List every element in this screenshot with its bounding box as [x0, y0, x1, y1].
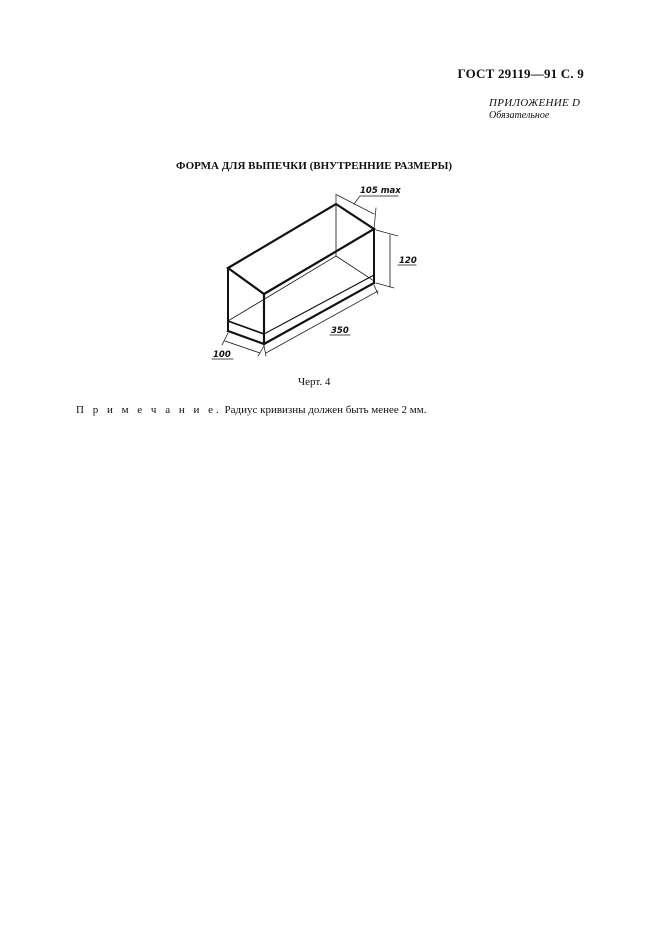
dim-ext-105b: [374, 208, 376, 229]
dim-label-350: 350: [331, 326, 349, 336]
dim-line-350: [266, 291, 378, 353]
dim-ext-350a: [264, 346, 266, 356]
note-text: Радиус кривизны должен быть менее 2 мм.: [221, 404, 427, 416]
dim-ext-100b: [258, 346, 264, 356]
bottom-long-edge: [264, 283, 374, 344]
dim-line-105: [337, 195, 374, 214]
note-label: П р и м е ч а н и е.: [76, 404, 222, 416]
inner-edge-bottom-right: [336, 256, 374, 281]
figure-caption: Черт. 4: [298, 376, 331, 388]
bottom-front-edge: [228, 331, 264, 344]
dim-ext-120a: [376, 230, 398, 236]
figure-title: ФОРМА ДЛЯ ВЫПЕЧКИ (ВНУТРЕННИЕ РАЗМЕРЫ): [176, 160, 453, 172]
note-paragraph: [76, 404, 426, 416]
dim-label-100: 100: [213, 350, 231, 360]
dim-ext-100a: [222, 333, 228, 345]
dim-ext-120b: [376, 283, 394, 288]
document-reference: ГОСТ 29119—91 С. 9: [457, 66, 584, 81]
appendix-subtitle: Обязательное: [489, 110, 550, 121]
dim-label-120: 120: [399, 256, 417, 266]
dim-leader-105: [354, 196, 360, 204]
inner-edge-bottom-back: [228, 256, 336, 321]
appendix-title: ПРИЛОЖЕНИЕ D: [489, 97, 581, 109]
baking-form-drawing: [200, 180, 430, 370]
top-face-outline: [228, 204, 374, 294]
dim-label-105-max: 105 max: [360, 186, 401, 196]
